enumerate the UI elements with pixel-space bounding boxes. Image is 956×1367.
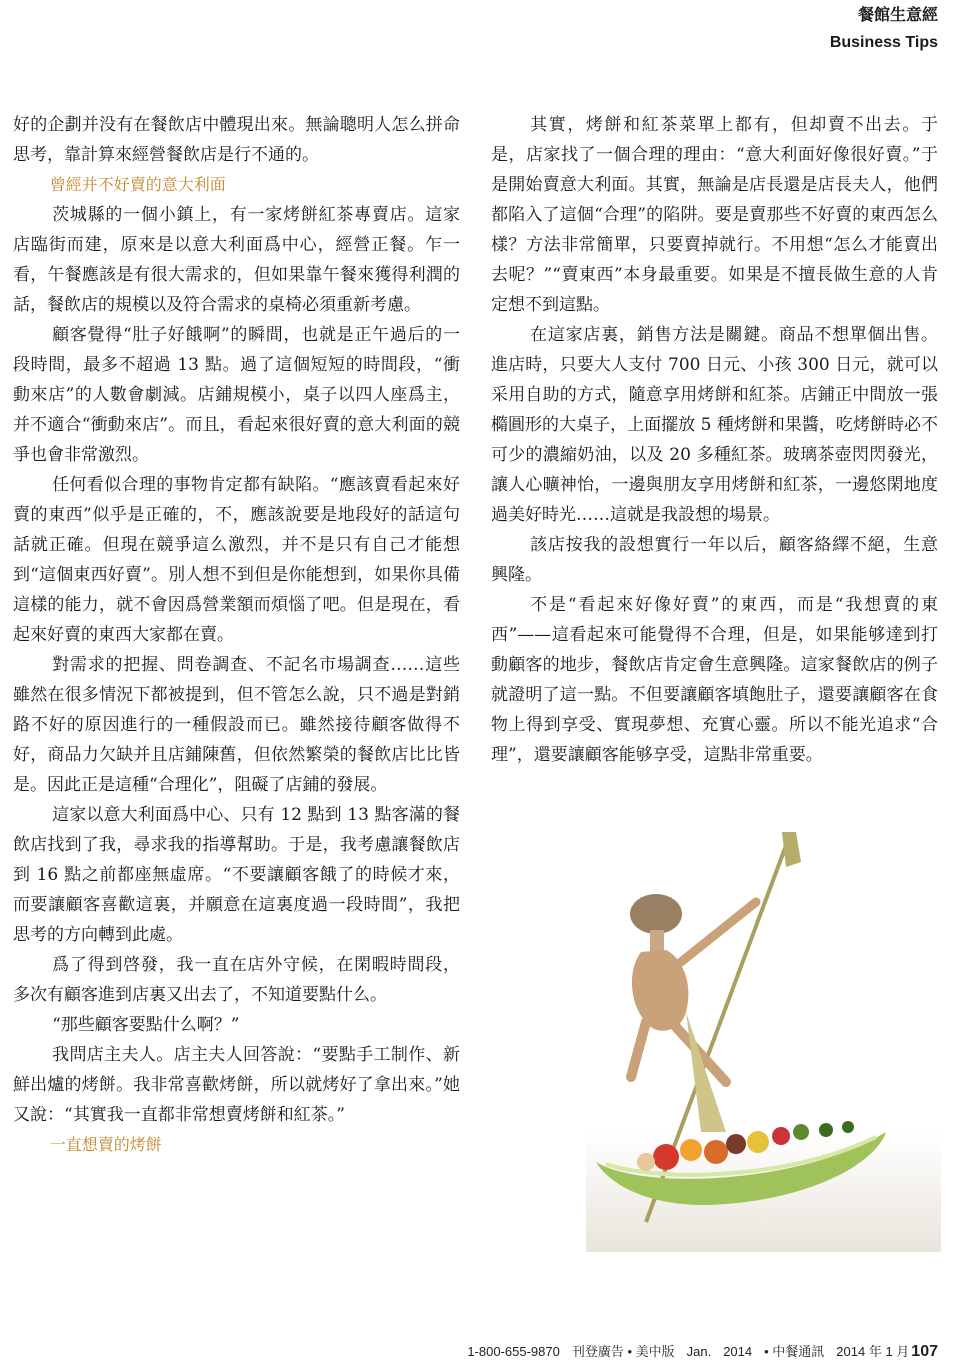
section-heading: 曾經并不好賣的意大利面 bbox=[49, 175, 226, 194]
article-paragraph: 其實，烤餅和紅茶菜單上都有，但却賣不出去。于是，店家找了一個合理的理由：“意大利面好像很好賣。”于是開始賣意大利面。其實，無論是店長還是店長夫人，他們都陷入了這個“合理”的陷阱。要是賣那些不好賣的東西怎么樣？方法非常簡單，只要賣掉就行。不用想“怎么才能賣出去呢？”“賣東西”本身最重要。如果是不擅長做生意的人肯定想不到這點。 bbox=[491, 115, 938, 315]
article-paragraph: 我問店主夫人。店主夫人回答說：“要點手工制作、新鮮出爐的烤餅。我非常喜歡烤餅，所以就烤好了拿出來。”她又說：“其實我一直都非常想賣烤餅和紅茶。” bbox=[13, 1045, 460, 1125]
article-paragraph: 在這家店裏，銷售方法是關鍵。商品不想單個出售。進店時，只要大人支付 700 日元、小孩 300 日元，就可以采用自助的方式，隨意享用烤餅和紅茶。店鋪正中間放一張橢圓形的大桌子，上面擺放 5 種烤餅和果醬，吃烤餅時必不可少的濃縮奶油，以及 20 多種紅茶。玻璃茶壺閃閃發光，讓人心曠神怡，一邊與朋友享用烤餅和紅茶，一邊悠閑地度過美好時光……這就是我設想的場景。 bbox=[491, 325, 938, 525]
footer-publication: • 中餐通訊 bbox=[764, 1344, 825, 1359]
footer-date: 2014 年 1 月 bbox=[836, 1344, 910, 1359]
section-title-en: Business Tips bbox=[829, 34, 938, 51]
page-number: 107 bbox=[911, 1343, 938, 1360]
article-left-column bbox=[13, 110, 460, 1160]
vegetable-boat-illustration bbox=[586, 832, 941, 1252]
footer-year: 2014 bbox=[723, 1344, 753, 1359]
article-right-column bbox=[491, 110, 938, 770]
article-paragraph: 爲了得到啓發，我一直在店外守候，在閑暇時間段，多次有顧客進到店裏又出去了，不知道要點什么。 bbox=[13, 955, 460, 1005]
article-paragraph: 對需求的把握、問卷調查、不記名市場調查……這些雖然在很多情況下都被提到，但不管怎么說，只不過是對銷路不好的原因進行的一種假設而已。雖然接待顧客做得不好，商品力欠缺并且店鋪陳舊，但依然繁榮的餐飲店比比皆是。因此正是這種“合理化”，阻礙了店鋪的發展。 bbox=[13, 655, 460, 795]
article-paragraph: 該店按我的設想實行一年以后，顧客絡繹不絕，生意興隆。 bbox=[491, 535, 938, 585]
tomato bbox=[653, 1144, 679, 1170]
page-footer bbox=[467, 1341, 938, 1361]
footer-month: Jan. bbox=[686, 1344, 712, 1359]
article-paragraph: 顧客覺得“肚子好餓啊”的瞬間，也就是正午過后的一段時間，最多不超過 13 點。過了這個短短的時間段，“衝動來店”的人數會劇減。店鋪規模小，桌子以四人座爲主，并不適合“衝動來店”。而且，看起來很好賣的意大利面的競爭也會非常激烈。 bbox=[13, 325, 460, 465]
footer-edition: 刊登廣告 • 美中版 bbox=[571, 1344, 675, 1359]
footer-phone: 1-800-655-9870 bbox=[467, 1344, 560, 1359]
article-paragraph: 不是“看起來好像好賣”的東西，而是“我想賣的東西”——這看起來可能覺得不合理，但是，如果能够達到打動顧客的地步，餐飲店肯定會生意興隆。這家餐飲店的例子就證明了這一點。不但要讓顧客填飽肚子，還要讓顧客在食物上得到享受、實現夢想、充實心靈。所以不能光追求“合理”，還要讓顧客能够享受，這點非常重要。 bbox=[491, 595, 938, 765]
article-paragraph: 茨城縣的一個小鎮上，有一家烤餅紅茶專賣店。這家店臨街而建，原來是以意大利面爲中心，經營正餐。乍一看，午餐應該是有很大需求的，但如果靠午餐來獲得利潤的話，餐飲店的規模以及符合需求的桌椅必須重新考慮。 bbox=[13, 205, 460, 315]
mushroom-head bbox=[630, 894, 682, 934]
article-paragraph: 這家以意大利面爲中心、只有 12 點到 13 點客滿的餐飲店找到了我，尋求我的指導幫助。于是，我考慮讓餐飲店到 16 點之前都座無虛席。“不要讓顧客餓了的時候才來，而要讓顧客喜歡這裏，并願意在這裏度過一段時間”，我把思考的方向轉到此處。 bbox=[13, 805, 460, 945]
section-title-zh: 餐館生意經 bbox=[857, 5, 938, 24]
article-paragraph: “那些顧客要點什么啊？” bbox=[52, 1015, 240, 1035]
section-heading: 一直想賣的烤餅 bbox=[49, 1135, 162, 1154]
section-header bbox=[830, 4, 938, 54]
article-paragraph: 好的企劃并没有在餐飲店中體現出來。無論聰明人怎么拼命思考，靠計算來經營餐飲店是行不通的。 bbox=[13, 115, 460, 165]
article-paragraph: 任何看似合理的事物肯定都有缺陷。“應該賣看起來好賣的東西”似乎是正確的，不，應該說要是地段好的話這句話就正確。但現在競爭這么激烈，并不是只有自己才能想到“這個東西好賣”。別人想不到但是你能想到，如果你具備這樣的能力，就不會因爲營業額而煩惱了吧。但是現在，看起來好賣的東西大家都在賣。 bbox=[13, 475, 460, 645]
